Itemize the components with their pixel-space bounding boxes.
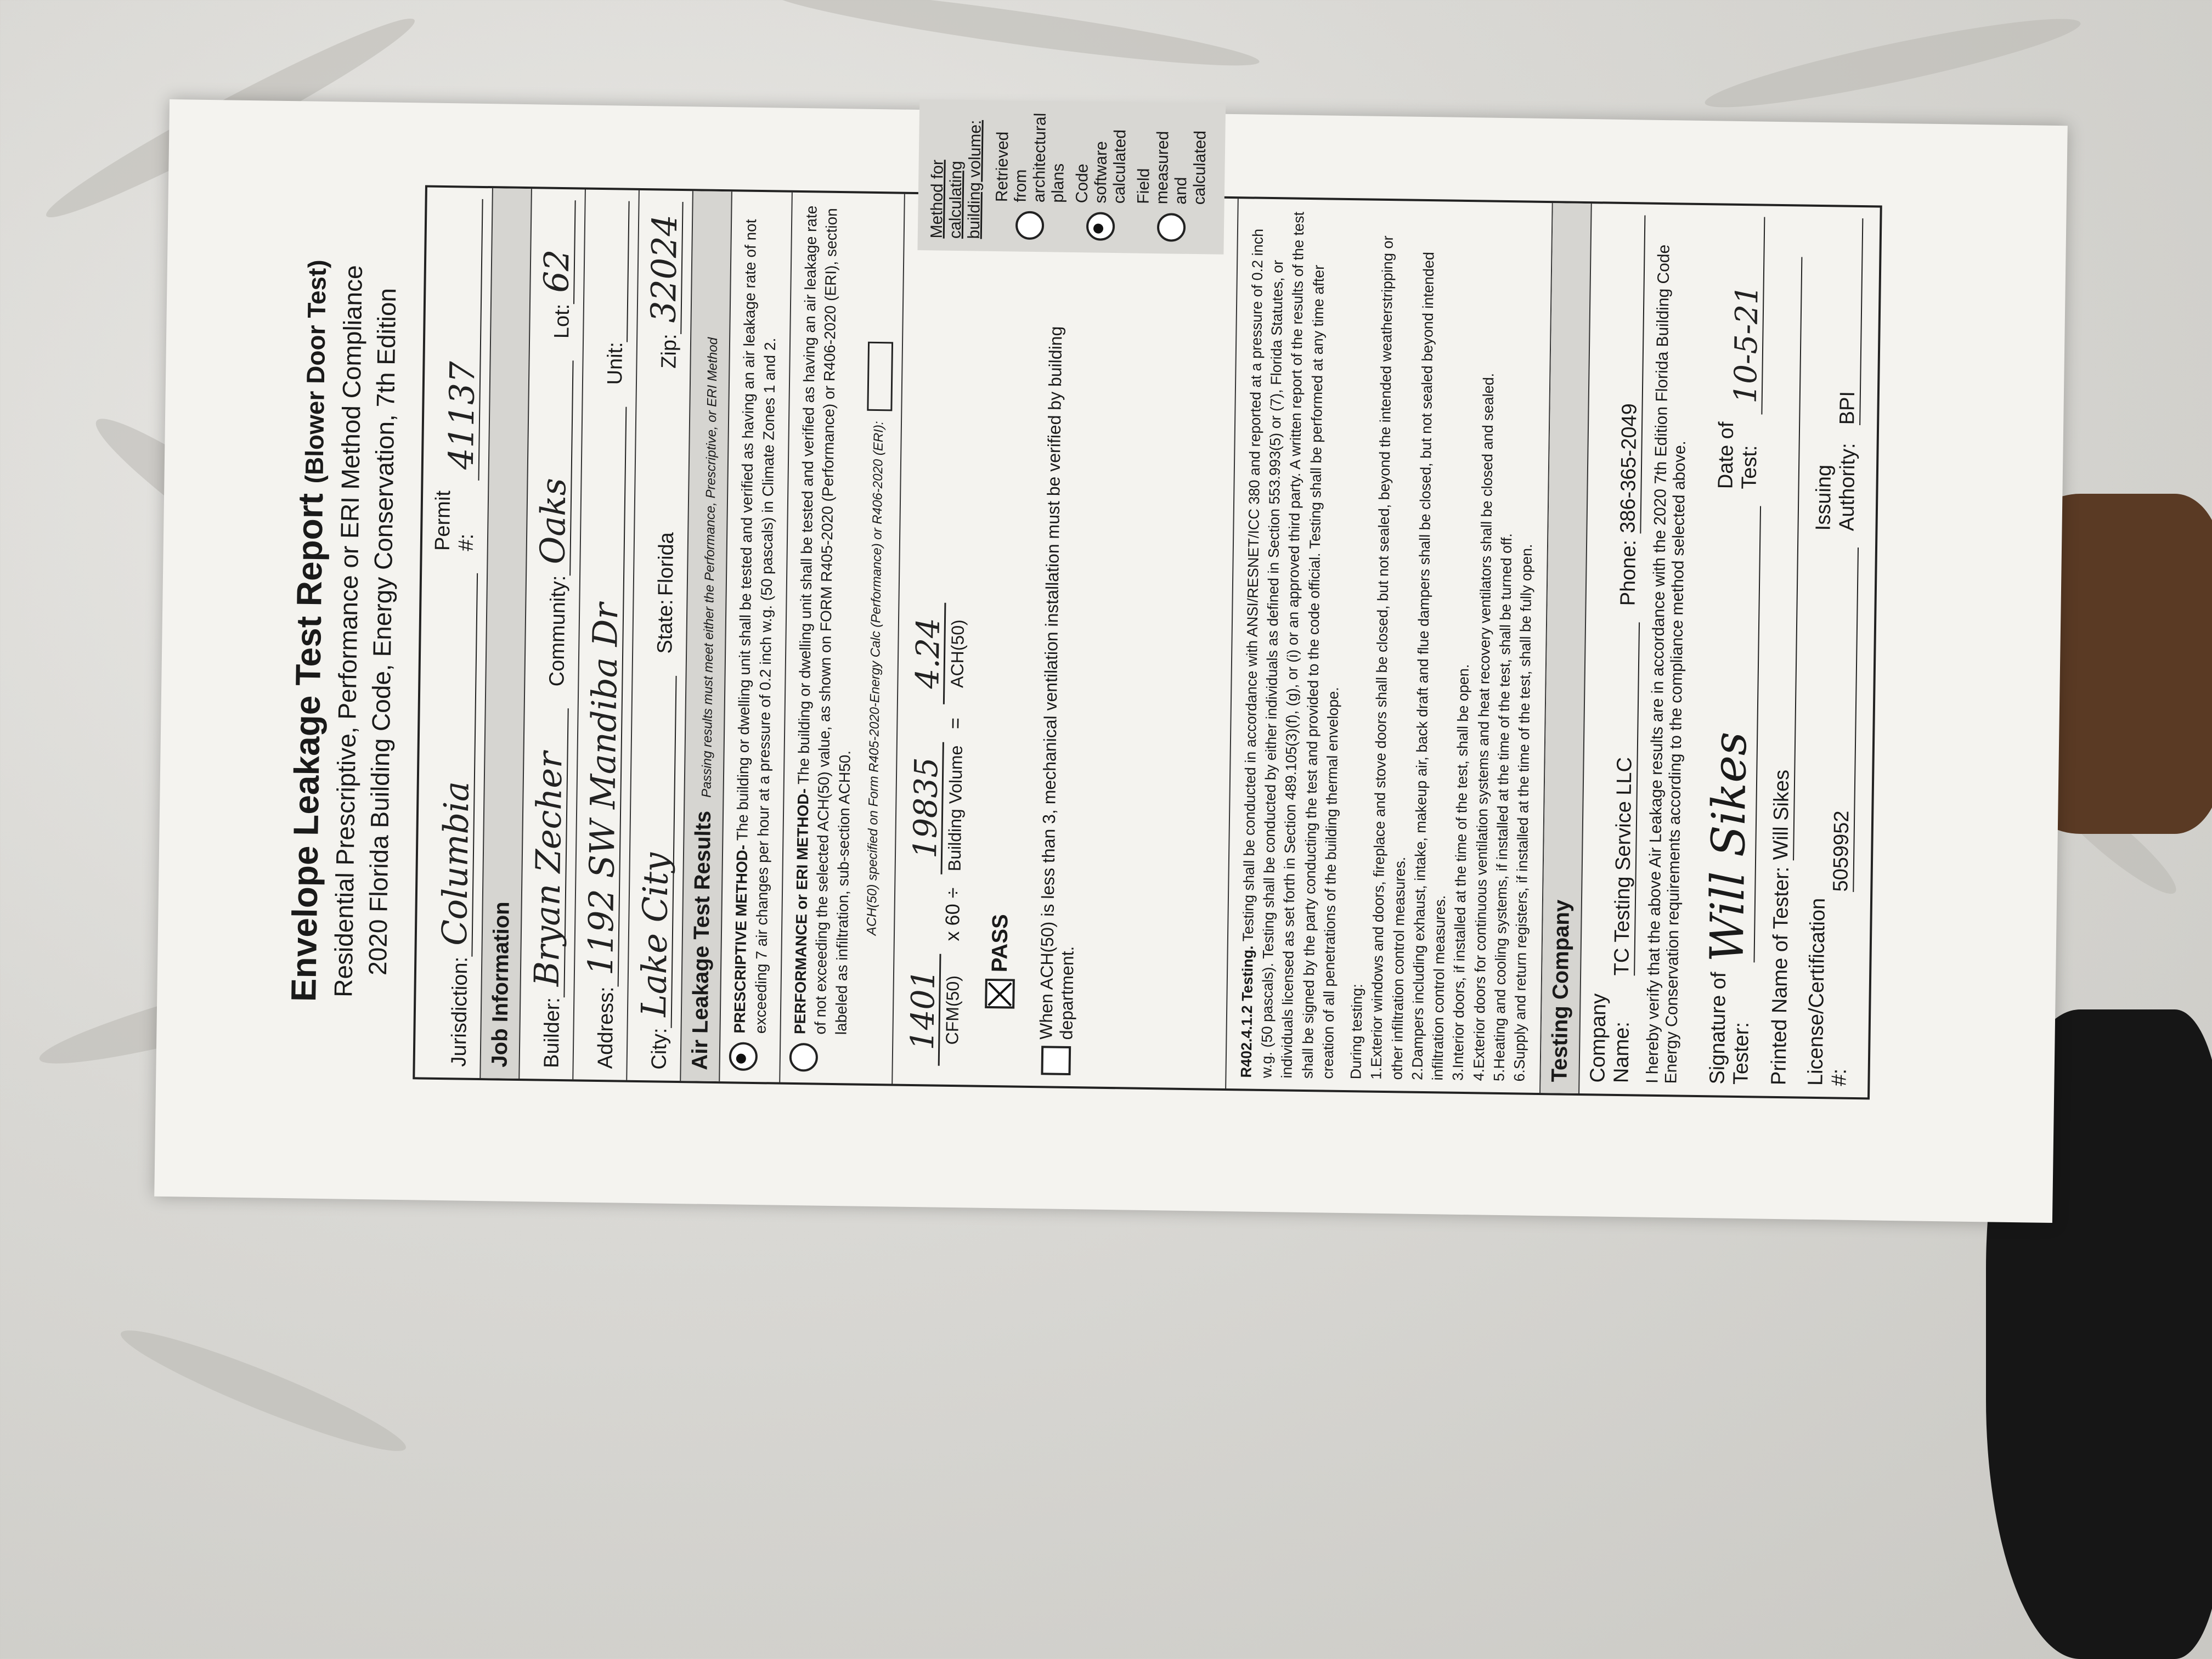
state-field[interactable]: Florida: [654, 532, 679, 596]
pass-checkbox-row[interactable]: [985, 251, 1025, 1009]
performance-radio[interactable]: [789, 1043, 818, 1072]
verification-statement: I hereby verify that the above Air Leakage results are in accordance with the 2020 7th Edition Florida Building Code Energy Conservation requirements according to the compliance method selected above.: [1643, 244, 1690, 1084]
job-information-heading: Job Information: [481, 188, 532, 1079]
method-plans-radio[interactable]: [1015, 211, 1045, 240]
testing-company-heading: Testing Company: [1541, 203, 1593, 1093]
builder-label: Builder:: [540, 997, 565, 1069]
printed-name-label: Printed Name of Tester:: [1767, 866, 1794, 1086]
method-field-radio[interactable]: [1157, 213, 1186, 242]
volume-method-heading: Method for calculating building volume:: [927, 120, 985, 239]
report-title: Envelope Leakage Test Report (Blower Door Test): [284, 259, 332, 1002]
city-label: City:: [647, 1028, 672, 1070]
marble-vein: [768, 0, 1262, 78]
ach-spec-box[interactable]: [867, 342, 893, 411]
method-software-label: Code software calculated: [1073, 129, 1130, 204]
permit-label: Permit #:: [431, 490, 478, 551]
date-field[interactable]: 10-5-21: [1731, 217, 1765, 415]
company-name-field[interactable]: TC Testing Service LLC: [1611, 622, 1640, 976]
testing-paragraph: Testing shall be conducted in accordance with ANSI/RESNET/ICC 380 and reported at a pressure of 0.2 inch w.g. (50 pascals). Testing shall be conducted by either individuals as defined in Section 553.993(5) or (7), Florida Statutes, or individuals licensed as set forth in Section 489.105(3)(f), (g), or (i) or an approved third party. A written report of the results of the test shall be signed by the party conducting the test and provided to the code official. Testing shall be performed at any time after creation of all penetrations of the building thermal envelope.: [1239, 211, 1342, 1079]
testing-item: 4.Exterior doors for continuous ventilation systems and heat recovery ventilators shall be closed and sealed.: [1470, 373, 1497, 1081]
testing-item: 3.Interior doors, if installed at the time of the test, shall be open.: [1449, 664, 1472, 1081]
equals-operator: =: [944, 717, 967, 730]
testing-item: 6.Supply and return registers, if installed at the time of the test, shall be fully open.: [1511, 544, 1536, 1082]
address-label: Address:: [594, 986, 618, 1069]
community-label: Community:: [545, 575, 571, 687]
volume-label: Building Volume: [944, 745, 966, 872]
lot-field[interactable]: 62: [539, 200, 576, 304]
jurisdiction-row: [415, 188, 493, 1079]
phone-label: Phone:: [1616, 539, 1641, 606]
jurisdiction-label: Jurisdiction:: [447, 956, 472, 1067]
report-subtitle-2: 2020 Florida Building Code, Energy Conservation, 7th Edition: [363, 287, 402, 976]
testing-item: 5.Heating and cooling systems, if installed at the time of the test, shall be turned off.: [1491, 533, 1515, 1082]
report-subtitle: Residential Prescriptive, Performance or ERI Method Compliance: [329, 265, 368, 998]
phone-field[interactable]: 386-365-2049: [1617, 215, 1646, 533]
testing-item: 1.Exterior windows and doors, fireplace and stove doors shall be closed, but not sealed, beyond the intended weatherstripping or other infiltration control measures.: [1368, 235, 1408, 1080]
form-frame: [413, 112, 1882, 1099]
ach-result-field[interactable]: 4.24: [911, 602, 946, 704]
calculation-section: [893, 112, 1239, 1088]
issuing-authority-label: Issuing Authority:: [1812, 443, 1860, 532]
tester-signature[interactable]: Will Sikes: [1700, 505, 1762, 963]
printed-name-field[interactable]: Will Sikes: [1770, 256, 1803, 860]
date-label: Date of Test:: [1714, 421, 1762, 490]
license-row: [1798, 207, 1881, 1098]
report-paper: [154, 99, 2068, 1223]
mech-ventilation-checkbox[interactable]: [1041, 1046, 1071, 1075]
performance-option[interactable]: [780, 193, 905, 1084]
testing-item: 2.Dampers including exhaust, intake, makeup air, back draft and flue dampers shall be closed, but not sealed beyond intended infiltration control measures.: [1409, 251, 1449, 1081]
method-software-radio[interactable]: [1086, 212, 1115, 241]
company-name-label: Company Name:: [1586, 993, 1634, 1084]
permit-field[interactable]: 41137: [444, 199, 483, 481]
cfm-label: CFM(50): [942, 975, 963, 1045]
zip-label: Zip:: [657, 334, 681, 369]
testing-requirements: [1226, 199, 1553, 1093]
zip-field[interactable]: 32024: [646, 201, 683, 334]
builder-field[interactable]: Bryan Zecher: [529, 708, 568, 998]
method-option-field[interactable]: [1134, 114, 1210, 242]
signature-row: [1692, 205, 1773, 1096]
license-label: License/Certification #:: [1804, 898, 1852, 1086]
method-option-software[interactable]: [1073, 114, 1130, 241]
signature-label: Signature of Tester:: [1706, 972, 1754, 1085]
cfm-field[interactable]: 1401: [906, 953, 941, 1065]
prescriptive-text: PRESCRIPTIVE METHOD- The building or dwelling unit shall be tested and verified as having an air leakage rate of not exceeding 7 air changes per hour at a pressure of 0.2 inch w.g. (50 pascals) in Climate Zones 1 and 2.: [731, 219, 778, 1034]
performance-text: PERFORMANCE or ERI METHOD- The building or dwelling unit shall be tested and verified as having an air leakage rate of not exceeding the selected ACH(50) value, as shown on FORM R405-2020 (Performance) or R406-2020 (ERI), section labeled as infiltration, sub-section ACH50.: [791, 205, 854, 1035]
state-label: State:: [653, 599, 678, 654]
jurisdiction-field[interactable]: Columbia: [437, 573, 478, 957]
cfm-fraction: [906, 953, 964, 1066]
code-reference: R402.4.1.2 Testing.: [1238, 945, 1256, 1078]
pass-checkbox[interactable]: [985, 979, 1015, 1009]
air-leakage-heading: Air Leakage Test ResultsPassing results must meet either the Performance, Prescriptive, or ERI Method: [681, 191, 732, 1081]
unit-field[interactable]: [627, 201, 630, 342]
issuing-authority-field[interactable]: BPI: [1836, 218, 1864, 425]
method-plans-label: Retrieved from architectural plans: [992, 112, 1068, 203]
volume-method-panel: [917, 99, 1226, 255]
mech-ventilation-note: When ACH(50) is less than 3, mechanical ventilation installation must be verified by building department.: [1036, 326, 1077, 1040]
lot-label: Lot:: [550, 303, 574, 339]
marble-vein: [114, 1316, 413, 1466]
marble-vein: [1701, 4, 2084, 122]
volume-fraction: [906, 742, 967, 874]
method-option-plans[interactable]: [992, 112, 1069, 240]
volume-field[interactable]: 19835: [909, 742, 944, 874]
ach-spec-line: ACH(50) specified on Form R405-2020-Energy Calc (Performance) or R406-2020 (ERI):: [857, 205, 895, 1073]
times-operator: x 60 ÷: [940, 887, 964, 941]
during-testing-heading: During testing:: [1347, 984, 1366, 1080]
address-field[interactable]: 1192 SW Mandiba Dr: [584, 407, 627, 987]
mech-ventilation-row[interactable]: [1035, 252, 1087, 1075]
prescriptive-radio[interactable]: [729, 1042, 758, 1071]
city-field[interactable]: Lake City: [637, 675, 677, 1028]
unit-label: Unit:: [603, 341, 628, 385]
community-field[interactable]: Oaks: [535, 360, 573, 575]
license-field[interactable]: 5059952: [1830, 548, 1859, 892]
ach-equation: [906, 250, 973, 1074]
ach-fraction: [911, 602, 969, 705]
ach-label: ACH(50): [947, 619, 968, 689]
method-field-label: Field measured and calculated: [1134, 130, 1210, 205]
air-leakage-note: Passing results must meet either the Performance, Prescriptive, or ERI Method: [699, 337, 721, 798]
pass-label: PASS: [988, 913, 1013, 973]
